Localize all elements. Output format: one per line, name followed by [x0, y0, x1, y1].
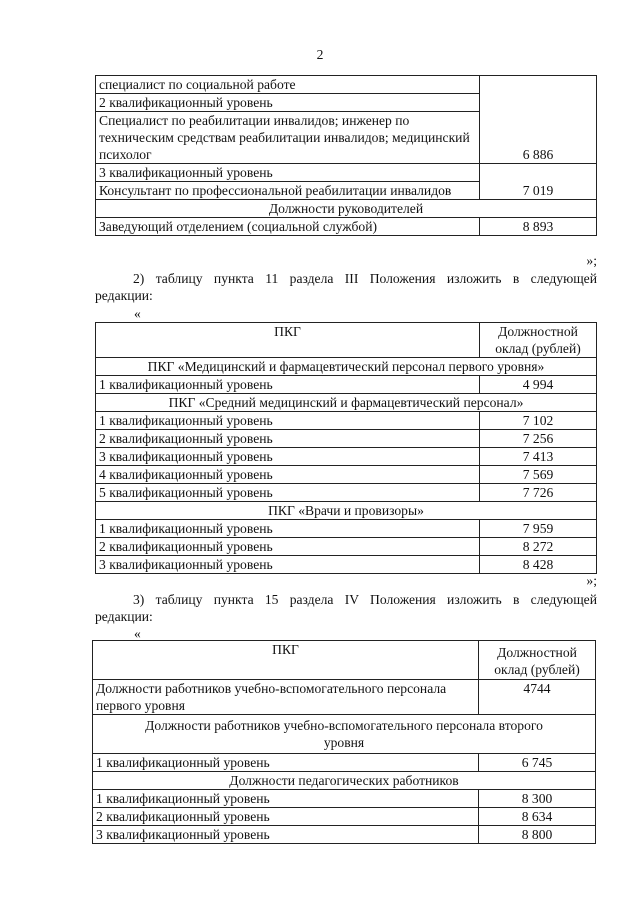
- level-cell: 2 квалификационный уровень: [96, 430, 480, 448]
- level-cell: 2 квалификационный уровень: [93, 808, 479, 826]
- level-cell: 3 квалификационный уровень: [93, 826, 479, 844]
- section-title: ПКГ «Средний медицинский и фармацевтический персонал»: [96, 394, 597, 412]
- position-cell: Заведующий отделением (социальной службой): [96, 218, 480, 236]
- position-cell: специалист по социальной работе: [96, 76, 480, 94]
- section-title: Должности руководителей: [96, 200, 597, 218]
- salary-cell: 7 102: [480, 412, 597, 430]
- level-cell: 2 квалификационный уровень: [96, 94, 480, 112]
- paragraph-line: редакции:: [95, 288, 153, 303]
- table-row: [96, 376, 597, 394]
- salary-cell: 4744: [479, 680, 596, 715]
- table-row: [96, 412, 597, 430]
- header-salary: Должностной оклад (рублей): [480, 323, 597, 358]
- level-cell: 3 квалификационный уровень: [96, 164, 480, 182]
- paragraph-line: 3) таблицу пункта 15 раздела IV Положения изложить в следующей: [133, 592, 597, 607]
- table-row: [96, 538, 597, 556]
- closing-quote: »;: [586, 573, 597, 588]
- level-cell: 1 квалификационный уровень: [96, 412, 480, 430]
- table-row: [96, 466, 597, 484]
- table-row: [96, 430, 597, 448]
- section-row: [93, 772, 596, 790]
- table-row: [96, 164, 597, 182]
- position-cell: Консультант по профессиональной реабилитации инвалидов: [96, 182, 480, 200]
- header-salary: Должностной оклад (рублей): [479, 641, 596, 680]
- salary-cell: 4 994: [480, 376, 597, 394]
- salary-cell: 8 800: [479, 826, 596, 844]
- position-cell: Должности работников учебно-вспомогательного персонала первого уровня: [93, 680, 479, 715]
- section-row: [96, 502, 597, 520]
- salary-cell: 8 272: [480, 538, 597, 556]
- salary-cell: 8 428: [480, 556, 597, 574]
- section-title: Должности работников учебно-вспомогательного персонала второго уровня: [93, 715, 596, 754]
- opening-quote: «: [134, 306, 141, 321]
- table-row: [96, 520, 597, 538]
- table-row: [93, 790, 596, 808]
- level-cell: 1 квалификационный уровень: [96, 376, 480, 394]
- level-cell: 2 квалификационный уровень: [96, 538, 480, 556]
- table-row: [93, 754, 596, 772]
- table-row: [93, 808, 596, 826]
- closing-quote: »;: [586, 253, 597, 268]
- salary-cell: 8 300: [479, 790, 596, 808]
- salary-cell: 8 634: [479, 808, 596, 826]
- salary-cell: 7 019: [480, 164, 597, 200]
- level-cell: 1 квалификационный уровень: [96, 520, 480, 538]
- table-row: [96, 218, 597, 236]
- level-cell: 4 квалификационный уровень: [96, 466, 480, 484]
- header-pkg: ПКГ: [93, 641, 479, 680]
- education-salary-table: [92, 640, 596, 844]
- level-cell: 1 квалификационный уровень: [93, 790, 479, 808]
- header-row: [93, 641, 596, 680]
- salary-cell: 7 569: [480, 466, 597, 484]
- level-cell: 3 квалификационный уровень: [96, 448, 480, 466]
- paragraph-2: [95, 270, 597, 304]
- table-row: [96, 76, 597, 94]
- table-row: [96, 484, 597, 502]
- level-cell: 3 квалификационный уровень: [96, 556, 480, 574]
- header-pkg: ПКГ: [96, 323, 480, 358]
- position-cell: Специалист по реабилитации инвалидов; инженер по техническим средствам реабилитации инвалидов; медицинский психолог: [96, 112, 480, 164]
- header-row: [96, 323, 597, 358]
- salary-cell: 6 745: [479, 754, 596, 772]
- salary-cell: 7 256: [480, 430, 597, 448]
- section-row: [96, 358, 597, 376]
- salary-cell: 7 726: [480, 484, 597, 502]
- table-row: [93, 826, 596, 844]
- table-row: [96, 448, 597, 466]
- salary-cell: 8 893: [480, 218, 597, 236]
- table-row: [93, 680, 596, 715]
- medical-salary-table: [95, 322, 597, 574]
- paragraph-line: 2) таблицу пункта 11 раздела III Положения изложить в следующей: [133, 271, 597, 286]
- section-row: [96, 394, 597, 412]
- section-title: Должности педагогических работников: [93, 772, 596, 790]
- salary-cell: 7 413: [480, 448, 597, 466]
- opening-quote: «: [134, 626, 141, 641]
- level-cell: 1 квалификационный уровень: [93, 754, 479, 772]
- paragraph-line: редакции:: [95, 609, 153, 624]
- section-title: ПКГ «Врачи и провизоры»: [96, 502, 597, 520]
- section-title: ПКГ «Медицинский и фармацевтический персонал первого уровня»: [96, 358, 597, 376]
- salary-cell: 7 959: [480, 520, 597, 538]
- salary-cell: 6 886: [480, 76, 597, 164]
- table-row: [96, 556, 597, 574]
- paragraph-3: [95, 591, 597, 625]
- section-row: [96, 200, 597, 218]
- page-number: 2: [316, 47, 324, 62]
- level-cell: 5 квалификационный уровень: [96, 484, 480, 502]
- staff-salary-table-continued: [95, 75, 597, 236]
- section-row: [93, 715, 596, 754]
